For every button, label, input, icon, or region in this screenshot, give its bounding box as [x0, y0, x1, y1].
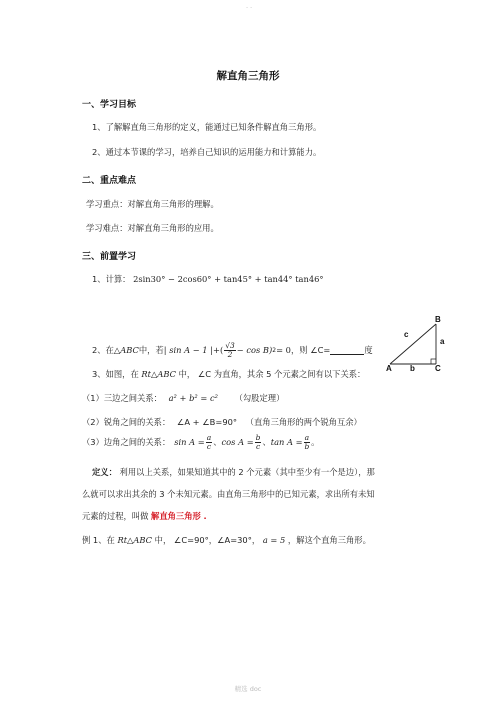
- relation-1-note: （勾股定理）: [234, 393, 285, 403]
- relation-1: [82, 392, 284, 404]
- sin-numerator: a: [206, 433, 212, 442]
- question-2-cos: − cos B): [236, 345, 273, 355]
- hard-point: 学习难点：对解直角三角形的应用。: [86, 223, 219, 233]
- definition-term: 解直角三角形: [151, 511, 201, 521]
- question-2-a: 2、在: [92, 345, 114, 355]
- vertex-label-c: C: [435, 364, 441, 373]
- question-1: [92, 273, 324, 285]
- side-label-a: a: [440, 337, 445, 346]
- page-footer: 精选 doc: [234, 685, 262, 693]
- question-3-a: 3、如图，在: [92, 369, 139, 379]
- section-heading-keypoints: 二、重点难点: [82, 176, 137, 186]
- fraction-numerator: √3: [225, 341, 235, 350]
- relation-2-expression: ∠A + ∠B=90°: [176, 417, 238, 427]
- question-2-equals: = 0: [276, 345, 291, 355]
- hypotenuse-line: [390, 324, 436, 364]
- example-1-c: ∠C=90°，∠A=30°，: [173, 535, 261, 545]
- header-mark: - -: [246, 4, 253, 11]
- relation-2-note: （直角三角形的两个锐角互余）: [245, 417, 362, 427]
- separator-1: 、: [213, 437, 222, 447]
- question-2: [92, 342, 373, 358]
- question-3-b: 中，: [178, 369, 196, 379]
- question-2-fraction: [224, 342, 236, 358]
- relation-2: [82, 416, 362, 428]
- relation-2-label: （2）锐角之间的关系：: [82, 417, 171, 427]
- relation-3-tan: tan A =: [270, 437, 303, 447]
- section-heading-goals: 一、学习目标: [82, 100, 137, 110]
- cos-denominator: c: [255, 441, 261, 451]
- relation-3-label: （3）边角之间的关系：: [82, 437, 171, 447]
- relation-1-expression: a² + b² = c²: [168, 393, 218, 403]
- question-2-square: 2: [272, 346, 277, 354]
- question-3-c: ∠C 为直角，其余 5 个元素之间有以下关系：: [197, 369, 366, 379]
- definition-line-3: [82, 510, 207, 522]
- answer-blank[interactable]: [330, 346, 364, 355]
- sin-denominator: c: [206, 441, 212, 451]
- question-2-plus: +(: [213, 345, 224, 355]
- question-2-triangle: △ABC: [113, 345, 139, 355]
- definition-text-1: 利用以上关系，如果知道其中的 2 个元素（其中至少有一个是边），那: [119, 467, 375, 477]
- example-1-e: ，解这个直角三角形。: [287, 535, 371, 545]
- side-label-b: b: [410, 364, 415, 373]
- example-1-a: 例 1、在: [82, 535, 115, 545]
- tan-denominator: b: [304, 441, 310, 451]
- definition-text-3a: 元素的过程，叫做: [82, 511, 149, 521]
- question-3: [92, 368, 365, 380]
- definition-label: 定义：: [92, 467, 117, 477]
- question-1-prefix: 1、计算：: [92, 274, 131, 284]
- question-1-expression: 2sin30° − 2cos60° + tan45° + tan44° tan46°: [133, 274, 324, 284]
- fraction-denominator: 2: [227, 349, 233, 359]
- cos-fraction: [255, 434, 262, 450]
- relation-3: [82, 434, 319, 450]
- question-2-b: 中，若: [138, 345, 164, 355]
- definition-line-2: 么就可以求出其余的 3 个未知元素。由直角三角形中的已知元素，求出所有未知: [82, 489, 375, 499]
- question-3-rt: Rt△ABC: [141, 369, 176, 379]
- separator-2: 、: [262, 437, 271, 447]
- cos-numerator: b: [255, 433, 261, 442]
- side-label-c: c: [404, 330, 409, 339]
- vertex-label-b: B: [435, 315, 441, 324]
- question-2-unit: 度: [364, 345, 373, 355]
- vertex-label-a: A: [386, 364, 392, 373]
- section-heading-prestudy: 三、前置学习: [82, 252, 137, 262]
- definition-period: .: [203, 511, 207, 521]
- relation-1-label: （1）三边之间关系：: [82, 393, 162, 403]
- key-point: 学习重点：对解直角三角形的理解。: [86, 199, 219, 209]
- goal-item-1: 1、了解解直角三角形的定义，能通过已知条件解直角三角形。: [92, 122, 322, 132]
- page-title: 解直角三角形: [216, 70, 280, 82]
- goal-item-2: 2、通过本节课的学习，培养自己知识的运用能力和计算能力。: [92, 147, 322, 157]
- tan-numerator: a: [304, 433, 310, 442]
- example-1-d: a = 5: [262, 535, 286, 545]
- relation-3-end: 。: [311, 437, 320, 447]
- question-2-c: ，则 ∠C=: [290, 345, 331, 355]
- relation-3-cos: cos A =: [221, 437, 254, 447]
- sin-fraction: [206, 434, 212, 450]
- example-1: [82, 534, 371, 546]
- example-1-b: 中，: [154, 535, 172, 545]
- definition-line-1: [92, 466, 375, 478]
- question-2-abs: | sin A − 1 |: [163, 345, 214, 355]
- tan-fraction: [304, 434, 310, 450]
- example-1-rt: Rt△ABC: [117, 535, 153, 545]
- relation-3-sin: sin A =: [174, 437, 205, 447]
